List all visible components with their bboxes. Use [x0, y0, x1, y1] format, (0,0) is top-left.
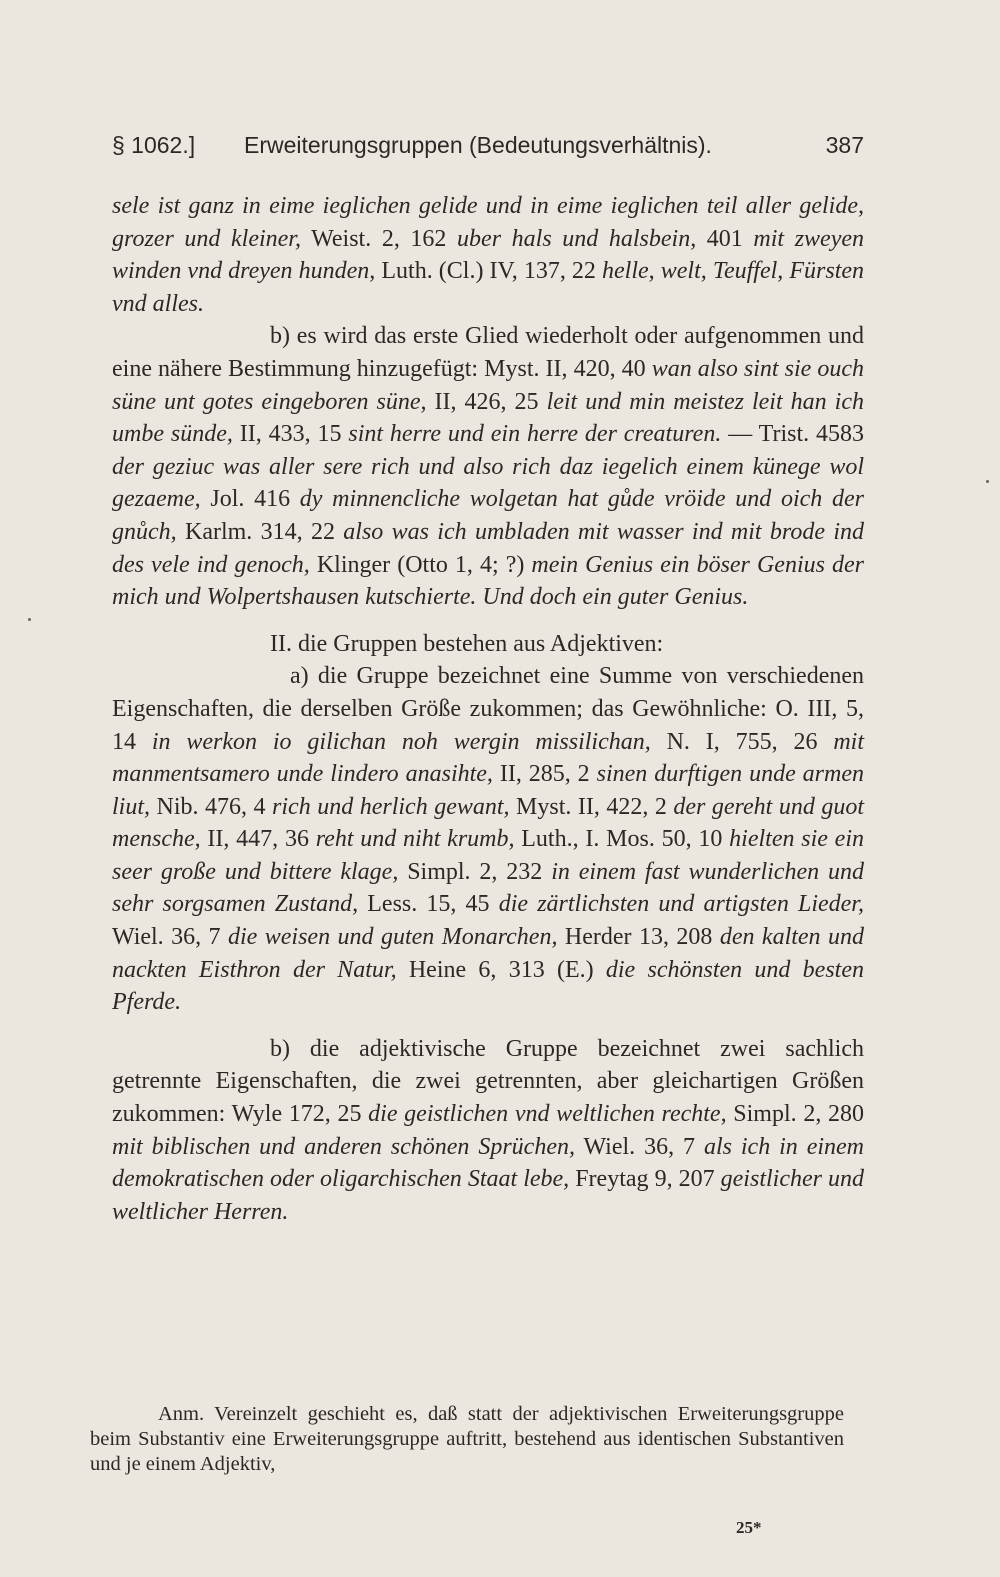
quoted-example: dy minnencliche wolgetan hat gůde vröide und oich der gnůch, — [112, 486, 864, 545]
citation-text: II, 285, 2 — [492, 761, 597, 788]
quoted-example: der gereht und guot mensche, — [112, 793, 864, 853]
citation-text: II, 426, 25 — [426, 388, 547, 415]
quoted-example: also was ich umbladen mit wasser ind mit brode ind des vele ind genoch, — [112, 518, 865, 578]
citation-text: Wiel. 36, 7 — [112, 924, 228, 951]
paragraph — [112, 660, 864, 1019]
quoted-example: mit zweyen winden vnd dreyen hunden, — [112, 225, 865, 285]
citation-text: Weist. 2, 162 — [300, 225, 458, 252]
quoted-example: sint herre und ein herre der creaturen. — [348, 421, 722, 448]
citation-text: Jol. 416 — [200, 486, 300, 513]
quoted-example: sinen durftigen unde armen liut, — [112, 761, 864, 820]
citation-text: N. I, 755, 26 — [650, 728, 834, 755]
quoted-example: als ich in einem demokratischen oder oligarchischen Staat lebe, — [112, 1133, 865, 1193]
paper-speck — [28, 618, 31, 621]
annotation-note — [90, 1402, 844, 1477]
note-paragraph — [90, 1402, 844, 1477]
citation-text: Simpl. 2, 232 — [398, 858, 552, 885]
citation-text: Nib. 476, 4 — [150, 793, 273, 820]
citation-text: Wiel. 36, 7 — [574, 1133, 704, 1160]
quoted-example: die schönsten und besten Pferde. — [112, 956, 864, 1016]
citation-text: Herder 13, 208 — [557, 924, 720, 951]
citation-text: Less. 15, 45 — [358, 891, 499, 918]
quoted-example: mit manmentsamero unde lindero anasihte, — [112, 728, 864, 788]
quoted-example: die zärtlichsten und artigsten Lieder, — [498, 891, 864, 918]
quoted-example: in einem fast wunderlichen und sehr sorgsamen Zustand, — [112, 858, 864, 918]
paper-speck — [986, 480, 989, 483]
quoted-example: hielten sie ein seer große und bittere klage, — [112, 826, 864, 885]
quoted-example: leit und min meistez leit han ich umbe sünde, — [112, 388, 864, 448]
quoted-example: helle, welt, Teuffel, Fürsten vnd alles. — [112, 258, 865, 317]
printer-signature: 25* — [736, 1518, 762, 1537]
section-reference: § 1062.] — [112, 132, 196, 158]
paragraph — [112, 190, 864, 320]
quoted-example: sele ist ganz in eime ieglichen gelide und in eime ieglichen teil aller gelide, grozer und kleiner, — [112, 193, 864, 252]
quoted-example: der geziuc was aller sere rich und also rich daz iegelich einem künege wol gezaeme, — [112, 453, 864, 513]
quoted-example: mein Genius ein böser Genius der mich und Wolpertshausen kutschierte. Und doch ein guter Genius. — [112, 551, 864, 611]
citation-text: II, 433, 15 — [232, 421, 349, 448]
citation-text: — Trist. 4583 — [721, 421, 865, 448]
quoted-example: mit biblischen und anderen schönen Sprüchen, — [112, 1133, 575, 1160]
citation-text: Klinger (Otto 1, 4; ?) — [309, 551, 532, 578]
note-text: Vereinzelt geschieht es, daß statt der adjektivischen Erweiterungsgruppe beim Substantiv eine Erweiterungsgruppe auftritt, bestehend aus identischen Substantiven und je einem Adjektiv, — [90, 1403, 844, 1475]
quoted-example: wan also sint sie ouch süne unt gotes eingeboren süne, — [112, 355, 864, 415]
citation-text: Luth. (Cl.) IV, 137, 22 — [375, 258, 603, 285]
citation-text: 401 — [696, 225, 754, 252]
note-label: Anm. — [158, 1403, 205, 1425]
citation-text: b) es wird das erste Glied wiederholt oder aufgenommen und eine nähere Bestimmung hinzugefügt: Myst. II, 420, 40 — [112, 323, 864, 382]
section-heading — [112, 628, 864, 661]
quoted-example: die geistlichen vnd weltlichen rechte, — [368, 1101, 727, 1128]
citation-text: b) die adjektivische Gruppe bezeichnet zwei sachlich getrennte Eigenschaften, die zwei getrennten, aber gleichartigen Größen zukommen: Wyle 172, 25 — [112, 1035, 864, 1128]
citation-text: Freytag 9, 207 — [569, 1166, 721, 1193]
citation-text: Heine 6, 313 (E.) — [396, 956, 606, 983]
page-number: 387 — [825, 132, 864, 158]
citation-text: a) die Gruppe bezeichnet eine Summe von verschiedenen Eigenschaften, die derselben Größe zukommen; das Gewöhnliche: O. III, 5, 14 — [112, 663, 864, 755]
citation-text: Simpl. 2, 280 — [726, 1101, 865, 1128]
quoted-example: in werkon io gilichan noh wergin missilichan, — [151, 728, 651, 755]
quoted-example: rich und herlich gewant, — [272, 793, 510, 820]
running-title: Erweiterungsgruppen (Bedeutungsverhältnis). — [244, 132, 712, 158]
main-text — [112, 190, 864, 1228]
paragraph — [112, 320, 864, 613]
quoted-example: den kalten und nackten Eisthron der Natur, — [112, 924, 864, 983]
citation-text: Myst. II, 422, 2 — [509, 793, 674, 820]
paragraph — [112, 1033, 864, 1229]
citation-text: II, 447, 36 — [200, 826, 316, 853]
running-header — [112, 132, 864, 168]
quoted-example: uber hals und halsbein, — [457, 225, 697, 252]
quoted-example: reht und niht krumb, — [315, 826, 515, 853]
citation-text: Luth., I. Mos. 50, 10 — [514, 826, 730, 853]
citation-text: Karlm. 314, 22 — [176, 518, 344, 545]
quoted-example: geistlicher und weltlicher Herren. — [112, 1166, 865, 1225]
citation-text: II. die Gruppen bestehen aus Adjektiven: — [270, 630, 664, 657]
quoted-example: die weisen und guten Monarchen, — [228, 924, 558, 951]
